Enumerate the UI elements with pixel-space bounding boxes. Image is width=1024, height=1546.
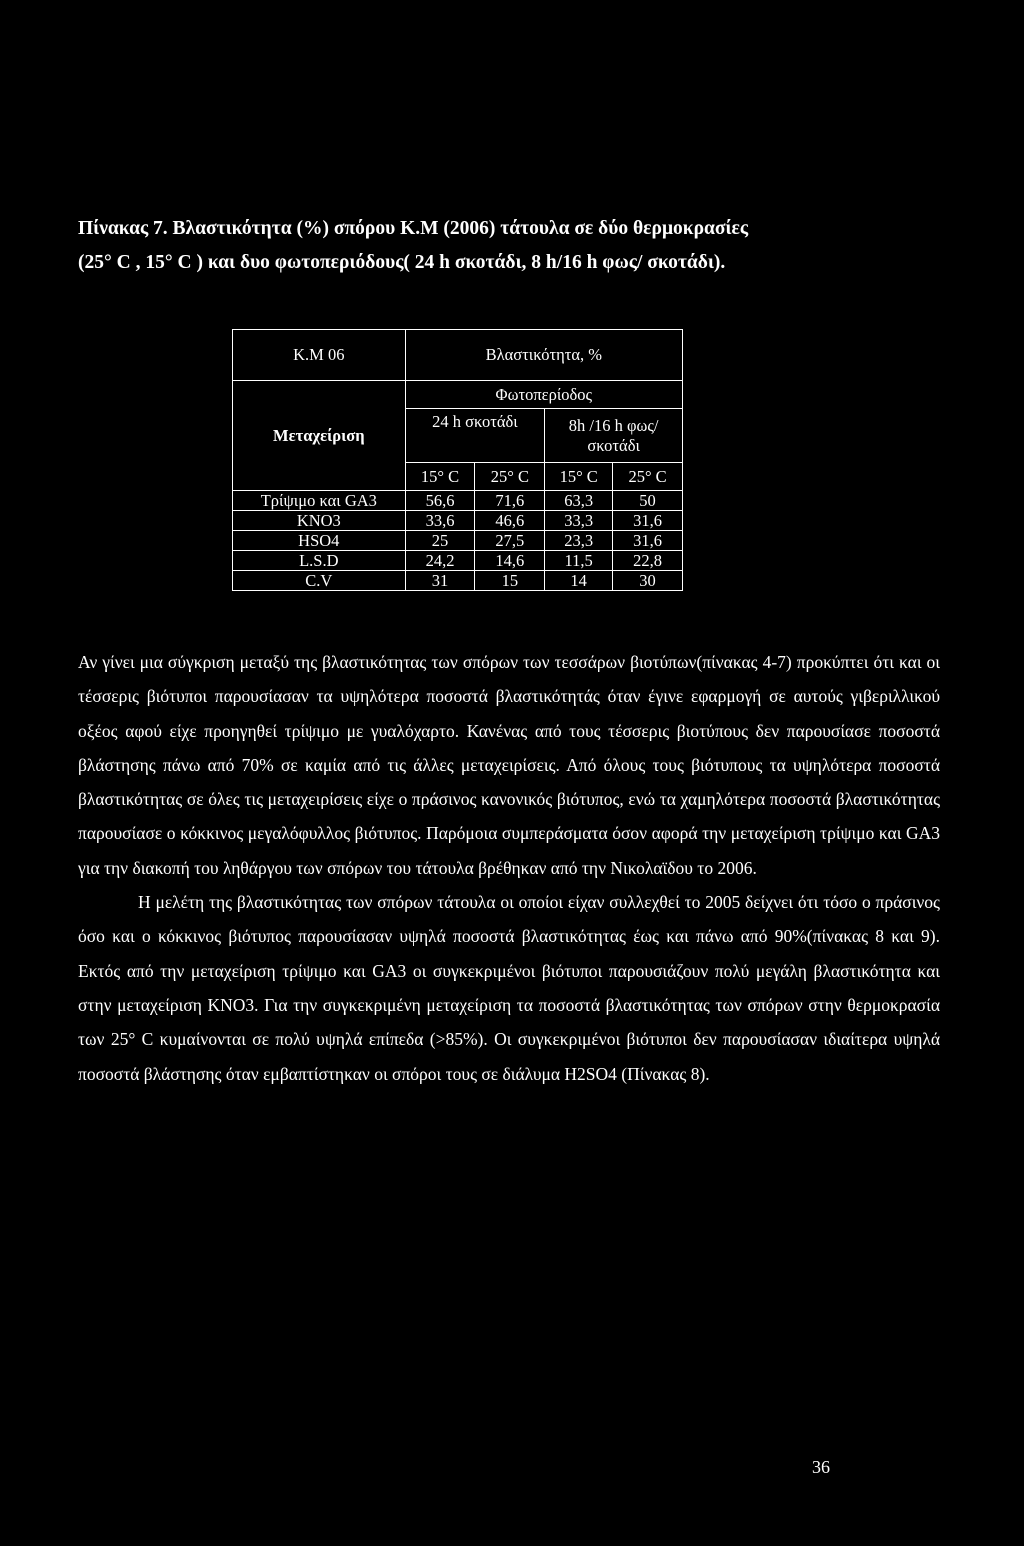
value-cell: 14,6 [475, 551, 545, 571]
temp-cell: 25° C [475, 463, 545, 491]
value-cell: 63,3 [545, 491, 613, 511]
value-cell: 27,5 [475, 531, 545, 551]
value-cell: 31,6 [613, 531, 683, 551]
value-cell: 33,3 [545, 511, 613, 531]
value-cell: 14 [545, 571, 613, 591]
temp-cell: 15° C [545, 463, 613, 491]
table-header-row [233, 330, 683, 381]
caption-line-1: Πίνακας 7. Βλαστικότητα (%) σπόρου Κ.Μ (2006) τάτουλα σε δύο θερμοκρασίες [78, 218, 749, 239]
photoperiod-header: Φωτοπερίοδος [405, 381, 682, 409]
table-corner-cell: Κ.Μ 06 [233, 330, 406, 381]
value-cell: 31,6 [613, 511, 683, 531]
table-row [233, 511, 683, 531]
value-cell: 30 [613, 571, 683, 591]
table-group-header-row [233, 381, 683, 409]
value-cell: 31 [405, 571, 475, 591]
body-text [78, 645, 940, 1091]
temp-cell: 15° C [405, 463, 475, 491]
paragraph: Αν γίνει μια σύγκριση μεταξύ της βλαστικότητας των σπόρων των τεσσάρων βιοτύπων(πίνακας 4-7) προκύπτει ότι και οι τέσσερις βιότυποι παρουσίασαν τα υψηλότερα ποσοστά βλαστικότητάς όταν έγινε εφαρμογή σε αυτούς γιβεριλλικού οξέος αφού είχε προηγηθεί τρίψιμο με γυαλόχαρτο. Κανένας από τους τέσσερις βιοτύπους δεν παρουσίασε ποσοστά βλάστησης πάνω από 70% σε καμία από τις άλλες μεταχειρίσεις. Από όλους τους βιότυπους τα υψηλότερα ποσοστά βλαστικότητας σε όλες τις μεταχειρίσεις είχε ο πράσινος κανονικός βιότυπος, ενώ τα χαμηλότερα ποσοστά βλαστικότητας παρουσίασε ο κόκκινος μεγαλόφυλλος βιότυπος. Παρόμοια συμπεράσματα όσον αφορά την μεταχείριση τρίψιμο και GA3 για την διακοπή του ληθάργου των σπόρων του τάτουλα βρέθηκαν από την Νικολαϊδου το 2006. [78, 652, 940, 878]
table-row [233, 491, 683, 511]
treatment-label: Τρίψιμο και GA3 [233, 491, 406, 511]
paragraph: Η μελέτη της βλαστικότητας των σπόρων τάτουλα οι οποίοι είχαν συλλεχθεί το 2005 δείχνει ότι τόσο ο πράσινος όσο και ο κόκκινος βιότυπος παρουσίασαν υψηλά ποσοστά βλαστικότητας έως και πάνω από 90%(πίνακας 8 και 9). Εκτός από την μεταχείριση τρίψιμο και GA3 οι συγκεκριμένοι βιότυποι παρουσιάζουν πολύ μεγάλη βλαστικότητα και στην μεταχείριση KNO3. Για την συγκεκριμένη μεταχείριση τα ποσοστά βλαστικότητας των σπόρων στην θερμοκρασία των 25° C κυμαίνονται σε πολύ υψηλά επίπεδα (>85%). Οι συγκεκριμένοι βιότυποι δεν παρουσίασαν ιδιαίτερα υψηλά ποσοστά βλάστησης όταν εμβαπτίστηκαν οι σπόροι τους σε διάλυμα H2SO4 (Πίνακας 8). [78, 892, 940, 1084]
table-row [233, 551, 683, 571]
table-caption [78, 212, 948, 280]
value-cell: 22,8 [613, 551, 683, 571]
treatment-label: HSO4 [233, 531, 406, 551]
value-cell: 46,6 [475, 511, 545, 531]
photoperiod-light-dark: 8h /16 h φως/σκοτάδι [545, 409, 683, 463]
germination-table [232, 329, 683, 591]
table-top-header: Βλαστικότητα, % [405, 330, 682, 381]
value-cell: 33,6 [405, 511, 475, 531]
table-row [233, 531, 683, 551]
row-header-cell: Μεταχείριση [233, 381, 406, 491]
temp-cell: 25° C [613, 463, 683, 491]
treatment-label: C.V [233, 571, 406, 591]
treatment-label: L.S.D [233, 551, 406, 571]
value-cell: 56,6 [405, 491, 475, 511]
value-cell: 50 [613, 491, 683, 511]
table-row [233, 571, 683, 591]
page-number: 36 [812, 1457, 830, 1477]
value-cell: 15 [475, 571, 545, 591]
photoperiod-dark: 24 h σκοτάδι [405, 409, 545, 463]
treatment-label: KNO3 [233, 511, 406, 531]
value-cell: 71,6 [475, 491, 545, 511]
value-cell: 11,5 [545, 551, 613, 571]
value-cell: 23,3 [545, 531, 613, 551]
value-cell: 25 [405, 531, 475, 551]
value-cell: 24,2 [405, 551, 475, 571]
caption-line-2: (25° C , 15° C ) και δυο φωτοπεριόδους( 24 h σκοτάδι, 8 h/16 h φως/ σκοτάδι). [78, 252, 726, 273]
